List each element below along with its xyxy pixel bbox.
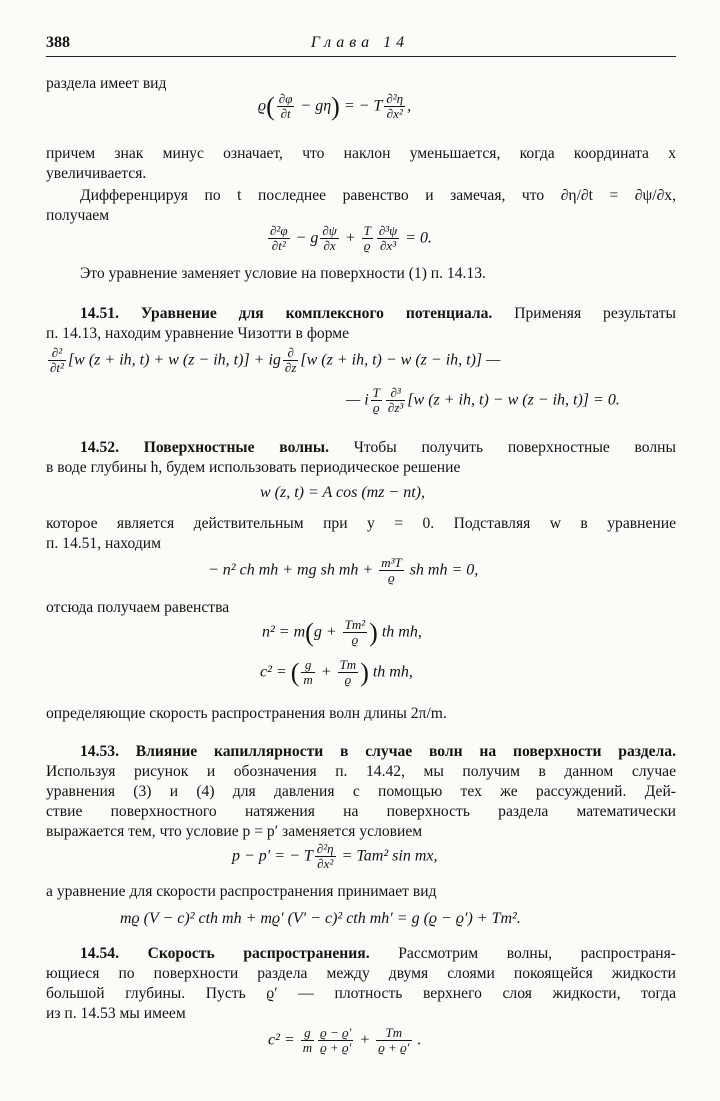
text-line: уравнения (3) и (4) для давления с помощью тех же рассуждений. Дей- — [46, 783, 676, 800]
text-line: большой глубины. Пусть ϱ′ — плотность верхнего слоя жидкости, тогда — [46, 985, 676, 1002]
section-heading-14-52: 14.52. Поверхностные волны. Чтобы получить поверхностные волны — [80, 439, 676, 456]
text-line: п. 14.13, находим уравнение Чизотти в форме — [46, 325, 350, 342]
text-line: раздела имеет вид — [46, 75, 167, 92]
equation-3-continued: — i $\frac{T}{ϱ}$ $\frac{\text{∂³}}{\text{∂z³}}$ [w (z + ih, t) − w (z − ih, t)] = 0. — [346, 385, 620, 416]
text-line: получаем — [46, 207, 110, 224]
text-line: из п. 14.53 мы имеем — [46, 1005, 186, 1022]
text-line: Это уравнение заменяет условие на поверхности (1) п. 14.13. — [80, 265, 486, 282]
text-line: определяющие скорость распространения волн длины 2π/m. — [46, 705, 447, 722]
text-line: п. 14.51, находим — [46, 535, 161, 552]
text-line: а уравнение для скорости распространения принимает вид — [46, 883, 437, 900]
text-line: ствие поверхностного натяжения на поверхность раздела математически — [46, 803, 676, 820]
equation-5: w (z, t) = A cos (mz − nt), — [260, 484, 425, 501]
text-line: которое является действительным при y = 0. Подставляя w в уравнение — [46, 515, 676, 532]
equation-3: $\frac{\text{∂²}}{\text{∂t²}}$ [w (z + ih, t) + w (z − ih, t)] + ig $\frac{\partial}{\partial z}$ [w (z + ih, t) − w (z − ih, t)] — — [50, 345, 501, 376]
equation-1: ϱ( $\frac{\partial\varphi}{\partial t}$ − gη) = − T $\frac{\text{∂²η}}{\text{∂x²}}$ , — [258, 91, 412, 122]
text-line: Дифференцируя по t последнее равенство и замечая, что ∂η/∂t = ∂ψ/∂x, — [80, 187, 676, 204]
text-line: в воде глубины h, будем использовать периодическое решение — [46, 459, 461, 476]
text-line: ющиеся по поверхности раздела между двумя слоями покоящейся жидкости — [46, 965, 676, 982]
equation-11: c² = $\frac{g}{m}$ $\frac{ϱ - ϱ'}{ϱ + ϱ'}$ + $\frac{Tm}{ϱ + ϱ'}$ . — [268, 1025, 422, 1056]
text-line: Используя рисунок и обозначения п. 14.42, мы получим в данном случае — [46, 763, 676, 780]
header-rule — [46, 56, 676, 57]
text-line: увеличивается. — [46, 165, 147, 182]
section-heading-14-51: 14.51. Уравнение для комплексного потенциала. Применяя результаты — [80, 305, 676, 322]
equation-6: − n² ch mh + mg sh mh + $\frac{\text{m³T}}{ϱ}$ sh mh = 0, — [208, 555, 479, 586]
section-heading-14-53: 14.53. Влияние капиллярности в случае волн на поверхности раздела. — [80, 743, 676, 760]
text-line: выражается тем, что условие p = p′ заменяется условием — [46, 823, 423, 840]
equation-9: p − p′ = − T $\frac{\text{∂²η}}{\text{∂x²}}$ = Tam² sin mx, — [232, 841, 438, 872]
equation-8: c² = ( $\frac{g}{m}$ + $\frac{Tm}{ϱ}$ ) th mh, — [260, 657, 413, 688]
section-heading-14-54: 14.54. Скорость распространения. Рассмотрим волны, распространя- — [80, 945, 677, 962]
equation-10: mϱ (V − c)² cth mh + mϱ′ (V′ − c)² cth mh′ = g (ϱ − ϱ′) + Tm². — [120, 910, 521, 927]
page-number: 388 — [46, 34, 70, 51]
running-header — [46, 34, 674, 54]
text-line: причем знак минус означает, что наклон уменьшается, когда координата x — [46, 145, 676, 162]
equation-2: $\frac{\text{∂²φ}}{\text{∂t²}}$ − g $\frac{\partial\psi}{\partial x}$ + $\frac{T}{ϱ}$ $\frac{\text{∂³ψ}}{\text{∂x³}}$ = 0. — [270, 223, 433, 254]
equation-7: n² = m(g + $\frac{\text{Tm²}}{ϱ}$ ) th mh, — [262, 617, 422, 648]
chapter-title: Глава 14 — [310, 34, 410, 51]
text-line: отсюда получаем равенства — [46, 599, 230, 616]
